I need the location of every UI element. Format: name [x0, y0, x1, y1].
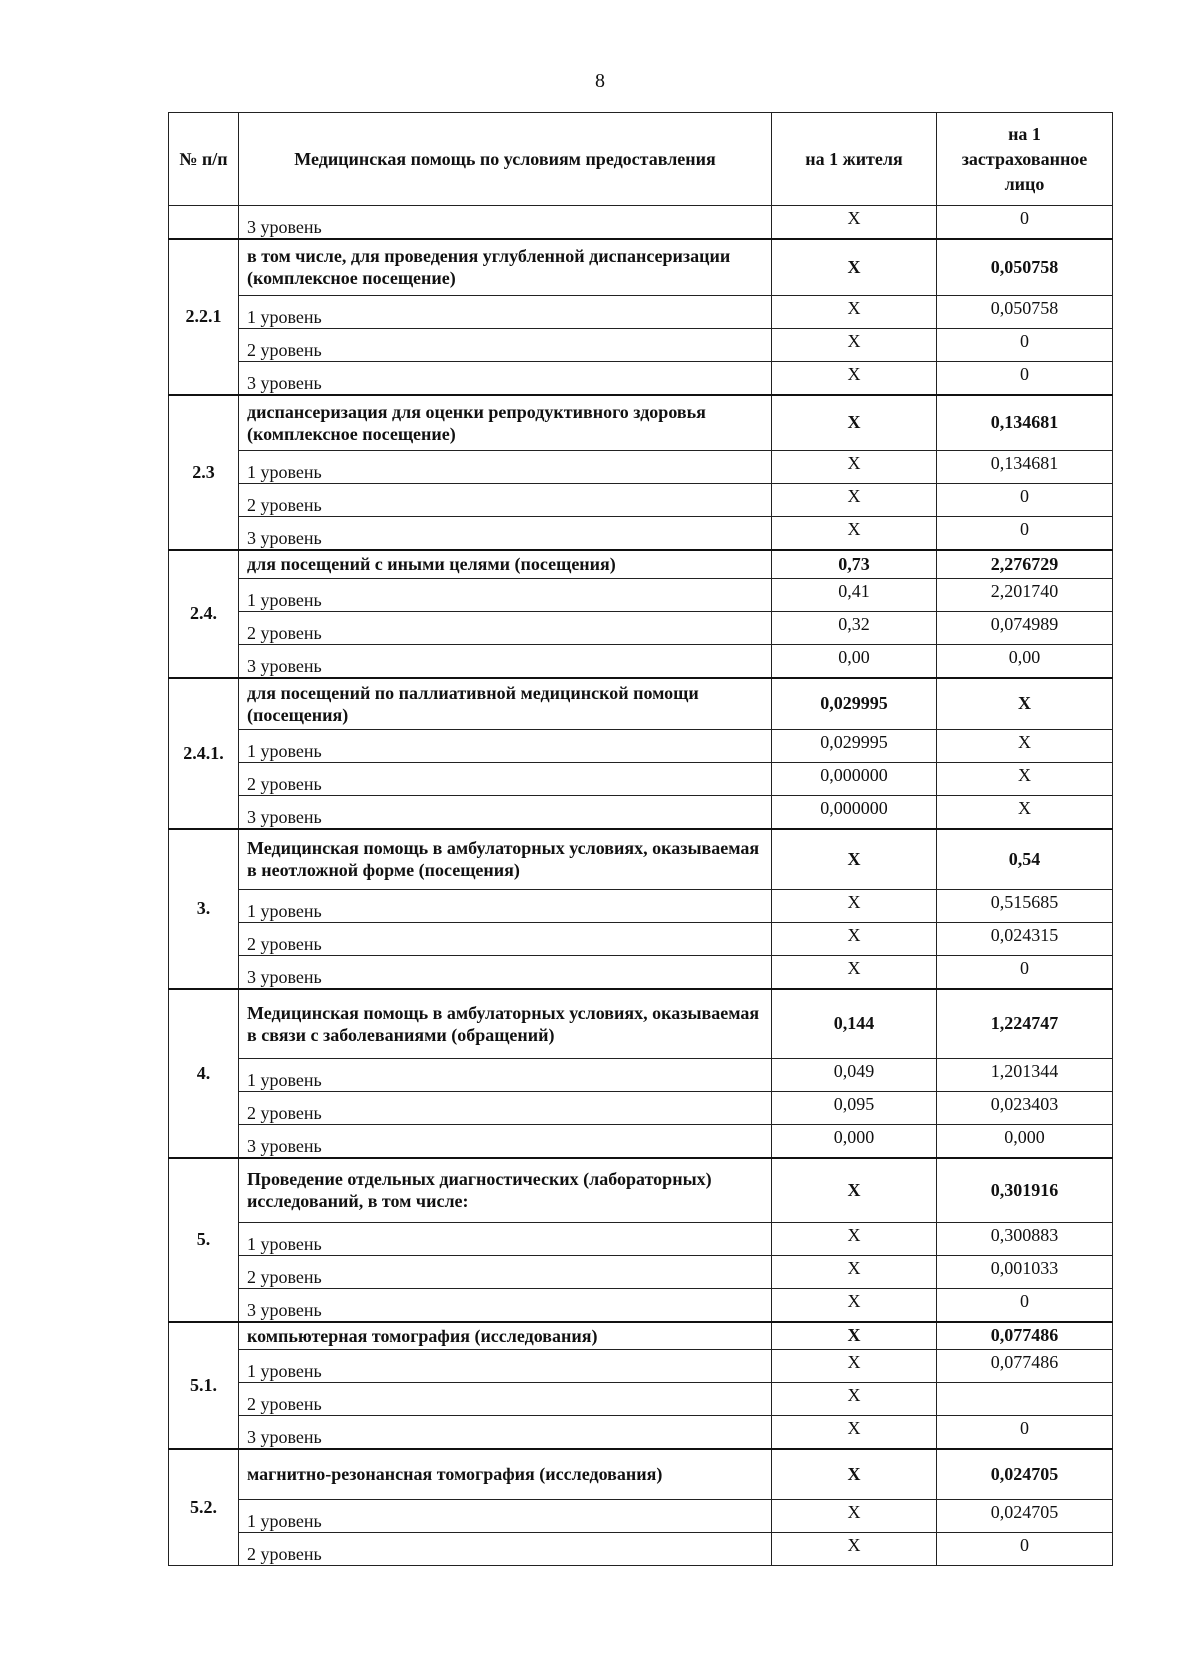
- table-section-row: [169, 1322, 1113, 1350]
- value-per-resident: X: [772, 206, 937, 240]
- value-per-insured: 0,077486: [937, 1350, 1113, 1383]
- value-per-resident: X: [772, 517, 937, 551]
- value-per-resident: 0,73: [772, 550, 937, 578]
- value-per-insured: X: [937, 730, 1113, 763]
- section-label: для посещений с иными целями (посещения): [239, 550, 772, 578]
- table-row: [169, 295, 1113, 328]
- value-per-resident: 0,00: [772, 644, 937, 678]
- value-per-resident: X: [772, 1158, 937, 1222]
- section-label: в том числе, для проведения углубленной диспансеризации (комплексное посещение): [239, 239, 772, 295]
- value-per-insured: 0: [937, 1288, 1113, 1322]
- table-row: [169, 1383, 1113, 1416]
- table-row: [169, 1532, 1113, 1565]
- level-label: 1 уровень: [239, 730, 772, 763]
- table-row: [169, 578, 1113, 611]
- value-per-insured: 0: [937, 955, 1113, 989]
- value-per-resident: X: [772, 889, 937, 922]
- table-row: [169, 1499, 1113, 1532]
- table-section-row: [169, 395, 1113, 451]
- table-row: [169, 1416, 1113, 1450]
- value-per-resident: X: [772, 1383, 937, 1416]
- section-label: для посещений по паллиативной медицинской помощи (посещения): [239, 678, 772, 730]
- value-per-insured: 0,300883: [937, 1222, 1113, 1255]
- value-per-resident: X: [772, 328, 937, 361]
- table-row: [169, 611, 1113, 644]
- section-label: компьютерная томография (исследования): [239, 1322, 772, 1350]
- table-row: [169, 451, 1113, 484]
- level-label: 2 уровень: [239, 1092, 772, 1125]
- value-per-resident: X: [772, 361, 937, 395]
- value-per-insured: 0,024705: [937, 1499, 1113, 1532]
- value-per-insured: 0: [937, 328, 1113, 361]
- page-number: 8: [595, 70, 605, 92]
- table-row: [169, 730, 1113, 763]
- value-per-insured: 0: [937, 484, 1113, 517]
- value-per-insured: 1,201344: [937, 1059, 1113, 1092]
- value-per-insured: X: [937, 763, 1113, 796]
- row-number: 2.4.: [169, 550, 239, 678]
- table-header-row: [169, 113, 1113, 206]
- value-per-insured: X: [937, 678, 1113, 730]
- table-row: [169, 1222, 1113, 1255]
- table-row: [169, 206, 1113, 240]
- value-per-insured: [937, 1383, 1113, 1416]
- section-label: магнитно-резонансная томография (исследования): [239, 1449, 772, 1499]
- value-per-resident: 0,144: [772, 989, 937, 1059]
- value-per-resident: 0,000000: [772, 796, 937, 830]
- value-per-insured: 0,050758: [937, 295, 1113, 328]
- value-per-resident: 0,000: [772, 1125, 937, 1159]
- level-label: 3 уровень: [239, 796, 772, 830]
- value-per-resident: 0,029995: [772, 730, 937, 763]
- table-row: [169, 889, 1113, 922]
- value-per-resident: X: [772, 395, 937, 451]
- table-row: [169, 955, 1113, 989]
- value-per-insured: 2,201740: [937, 578, 1113, 611]
- table-section-row: [169, 989, 1113, 1059]
- value-per-insured: 0,023403: [937, 1092, 1113, 1125]
- table-row: [169, 644, 1113, 678]
- value-per-insured: 0,54: [937, 829, 1113, 889]
- level-label: 3 уровень: [239, 361, 772, 395]
- section-label: диспансеризация для оценки репродуктивного здоровья (комплексное посещение): [239, 395, 772, 451]
- value-per-resident: X: [772, 451, 937, 484]
- value-per-resident: X: [772, 1322, 937, 1350]
- value-per-resident: X: [772, 295, 937, 328]
- value-per-resident: 0,049: [772, 1059, 937, 1092]
- value-per-resident: X: [772, 1350, 937, 1383]
- value-per-resident: X: [772, 1449, 937, 1499]
- section-label: Проведение отдельных диагностических (лабораторных) исследований, в том числе:: [239, 1158, 772, 1222]
- level-label: 2 уровень: [239, 763, 772, 796]
- row-number: 2.3: [169, 395, 239, 551]
- table-row: [169, 517, 1113, 551]
- row-number: 5.2.: [169, 1449, 239, 1565]
- value-per-resident: 0,000000: [772, 763, 937, 796]
- level-label: 1 уровень: [239, 451, 772, 484]
- table-row: [169, 1125, 1113, 1159]
- value-per-insured: 0,077486: [937, 1322, 1113, 1350]
- table-row: [169, 1350, 1113, 1383]
- level-label: 3 уровень: [239, 1288, 772, 1322]
- table-row: [169, 1092, 1113, 1125]
- value-per-insured: 0: [937, 1416, 1113, 1450]
- table-section-row: [169, 829, 1113, 889]
- value-per-insured: 0: [937, 206, 1113, 240]
- value-per-resident: X: [772, 1255, 937, 1288]
- level-label: 2 уровень: [239, 484, 772, 517]
- value-per-resident: X: [772, 1532, 937, 1565]
- header-per-insured: на 1 застрахованное лицо: [937, 113, 1113, 206]
- value-per-resident: X: [772, 829, 937, 889]
- value-per-resident: X: [772, 922, 937, 955]
- value-per-resident: X: [772, 1288, 937, 1322]
- level-label: 3 уровень: [239, 644, 772, 678]
- level-label: 1 уровень: [239, 578, 772, 611]
- value-per-insured: 0: [937, 1532, 1113, 1565]
- level-label: 2 уровень: [239, 922, 772, 955]
- header-num: № п/п: [169, 113, 239, 206]
- table-section-row: [169, 239, 1113, 295]
- value-per-insured: 0: [937, 361, 1113, 395]
- row-number: [169, 206, 239, 240]
- table-row: [169, 922, 1113, 955]
- row-number: 5.1.: [169, 1322, 239, 1450]
- level-label: 1 уровень: [239, 1350, 772, 1383]
- table-body: [169, 206, 1113, 1566]
- level-label: 2 уровень: [239, 1532, 772, 1565]
- value-per-insured: 0,134681: [937, 451, 1113, 484]
- row-number: 2.2.1: [169, 239, 239, 395]
- value-per-resident: 0,029995: [772, 678, 937, 730]
- volume-table: [168, 112, 1113, 1566]
- value-per-resident: X: [772, 955, 937, 989]
- table-row: [169, 763, 1113, 796]
- level-label: 1 уровень: [239, 889, 772, 922]
- value-per-insured: X: [937, 796, 1113, 830]
- level-label: 3 уровень: [239, 1416, 772, 1450]
- level-label: 2 уровень: [239, 1383, 772, 1416]
- level-label: 2 уровень: [239, 611, 772, 644]
- value-per-resident: X: [772, 1222, 937, 1255]
- level-label: 3 уровень: [239, 1125, 772, 1159]
- level-label: 3 уровень: [239, 206, 772, 240]
- level-label: 3 уровень: [239, 517, 772, 551]
- table-row: [169, 1255, 1113, 1288]
- table-section-row: [169, 678, 1113, 730]
- value-per-insured: 1,224747: [937, 989, 1113, 1059]
- row-number: 5.: [169, 1158, 239, 1322]
- table-row: [169, 484, 1113, 517]
- table-section-row: [169, 550, 1113, 578]
- table-row: [169, 328, 1113, 361]
- value-per-insured: 0,001033: [937, 1255, 1113, 1288]
- value-per-resident: 0,41: [772, 578, 937, 611]
- value-per-insured: 0,301916: [937, 1158, 1113, 1222]
- value-per-insured: 0: [937, 517, 1113, 551]
- value-per-insured: 0,134681: [937, 395, 1113, 451]
- value-per-resident: X: [772, 239, 937, 295]
- value-per-insured: 0,024705: [937, 1449, 1113, 1499]
- row-number: 2.4.1.: [169, 678, 239, 830]
- level-label: 1 уровень: [239, 1059, 772, 1092]
- value-per-insured: 0,515685: [937, 889, 1113, 922]
- level-label: 1 уровень: [239, 1222, 772, 1255]
- header-per-resident: на 1 жителя: [772, 113, 937, 206]
- value-per-insured: 0,074989: [937, 611, 1113, 644]
- section-label: Медицинская помощь в амбулаторных условиях, оказываемая в неотложной форме (посещения): [239, 829, 772, 889]
- level-label: 1 уровень: [239, 1499, 772, 1532]
- table-section-row: [169, 1449, 1113, 1499]
- level-label: 3 уровень: [239, 955, 772, 989]
- header-service: Медицинская помощь по условиям предоставления: [239, 113, 772, 206]
- value-per-insured: 0,000: [937, 1125, 1113, 1159]
- value-per-insured: 2,276729: [937, 550, 1113, 578]
- table-row: [169, 796, 1113, 830]
- row-number: 4.: [169, 989, 239, 1159]
- value-per-insured: 0,024315: [937, 922, 1113, 955]
- table-row: [169, 1059, 1113, 1092]
- value-per-resident: X: [772, 484, 937, 517]
- value-per-insured: 0,050758: [937, 239, 1113, 295]
- section-label: Медицинская помощь в амбулаторных условиях, оказываемая в связи с заболеваниями (обращений): [239, 989, 772, 1059]
- value-per-resident: X: [772, 1499, 937, 1532]
- value-per-insured: 0,00: [937, 644, 1113, 678]
- value-per-resident: 0,095: [772, 1092, 937, 1125]
- level-label: 1 уровень: [239, 295, 772, 328]
- value-per-resident: X: [772, 1416, 937, 1450]
- value-per-resident: 0,32: [772, 611, 937, 644]
- table-row: [169, 361, 1113, 395]
- level-label: 2 уровень: [239, 328, 772, 361]
- row-number: 3.: [169, 829, 239, 989]
- table-section-row: [169, 1158, 1113, 1222]
- table-row: [169, 1288, 1113, 1322]
- level-label: 2 уровень: [239, 1255, 772, 1288]
